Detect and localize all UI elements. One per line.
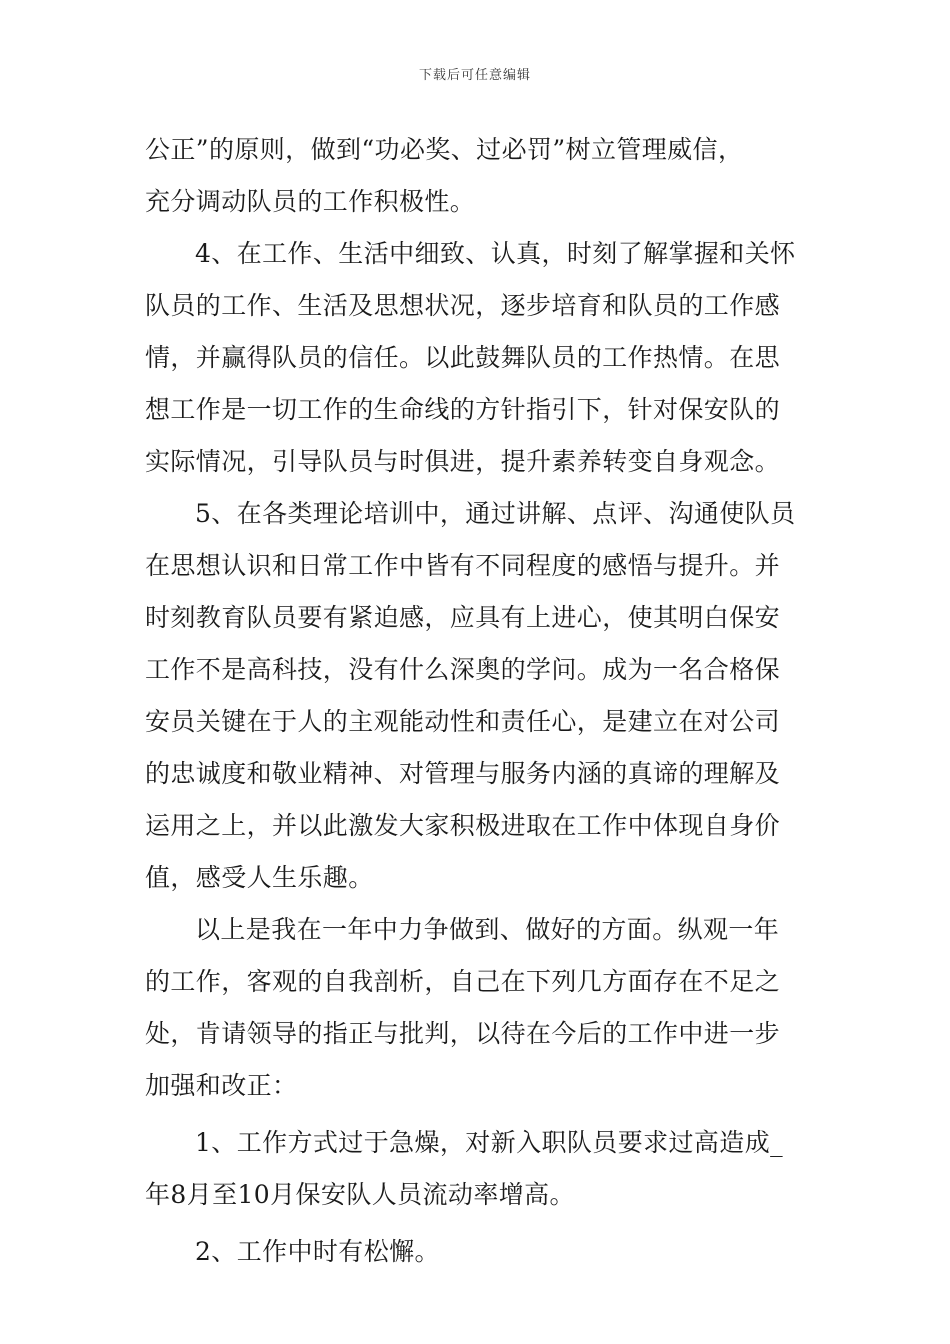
text-line: 在思想认识和日常工作中皆有不同程度的感悟与提升。并 (145, 551, 781, 580)
text-line: 的工作，客观的自我剖析，自己在下列几方面存在不足之 (145, 967, 781, 996)
text-line: 时刻教育队员要有紧迫感，应具有上进心，使其明白保安 (145, 603, 781, 632)
text-line: 处，肯请领导的指正与批判，以待在今后的工作中进一步 (145, 1019, 781, 1048)
shortcoming-item-2: 2、工作中时有松懈。 (195, 1237, 440, 1266)
text-line: 运用之上，并以此激发大家积极进取在工作中体现自身价 (145, 811, 781, 840)
page-header-note: 下载后可任意编辑 (418, 68, 531, 83)
text-line: 安员关键在于人的主观能动性和责任心，是建立在对公司 (145, 707, 781, 736)
paragraph-item-5: 5、在各类理论培训中，通过讲解、点评、沟通使队员 (195, 499, 796, 528)
text-line: 队员的工作、生活及思想状况，逐步培育和队员的工作感 (145, 291, 781, 320)
text-line: 年8月至10月保安队人员流动率增高。 (145, 1180, 575, 1209)
text-line: 想工作是一切工作的生命线的方针指引下，针对保安队的 (145, 395, 781, 424)
paragraph-item-4: 4、在工作、生活中细致、认真，时刻了解掌握和关怀 (195, 239, 796, 268)
shortcoming-item-1: 1、工作方式过于急燥，对新入职队员要求过高造成_ (195, 1128, 784, 1157)
text-line: 情，并赢得队员的信任。以此鼓舞队员的工作热情。在思 (145, 343, 781, 372)
paragraph-summary: 以上是我在一年中力争做到、做好的方面。纵观一年 (195, 915, 780, 944)
text-line: 加强和改正： (145, 1071, 298, 1100)
text-line: 充分调动队员的工作积极性。 (145, 187, 476, 216)
text-line: 实际情况，引导队员与时俱进，提升素养转变自身观念。 (145, 447, 781, 476)
text-line: 值，感受人生乐趣。 (145, 863, 374, 892)
text-line: 公正”的原则，做到“功必奖、过必罚”树立管理威信， (145, 135, 744, 164)
document-body (145, 124, 825, 1278)
text-line: 的忠诚度和敬业精神、对管理与服务内涵的真谛的理解及 (145, 759, 781, 788)
text-line: 工作不是高科技，没有什么深奥的学问。成为一名合格保 (145, 655, 781, 684)
